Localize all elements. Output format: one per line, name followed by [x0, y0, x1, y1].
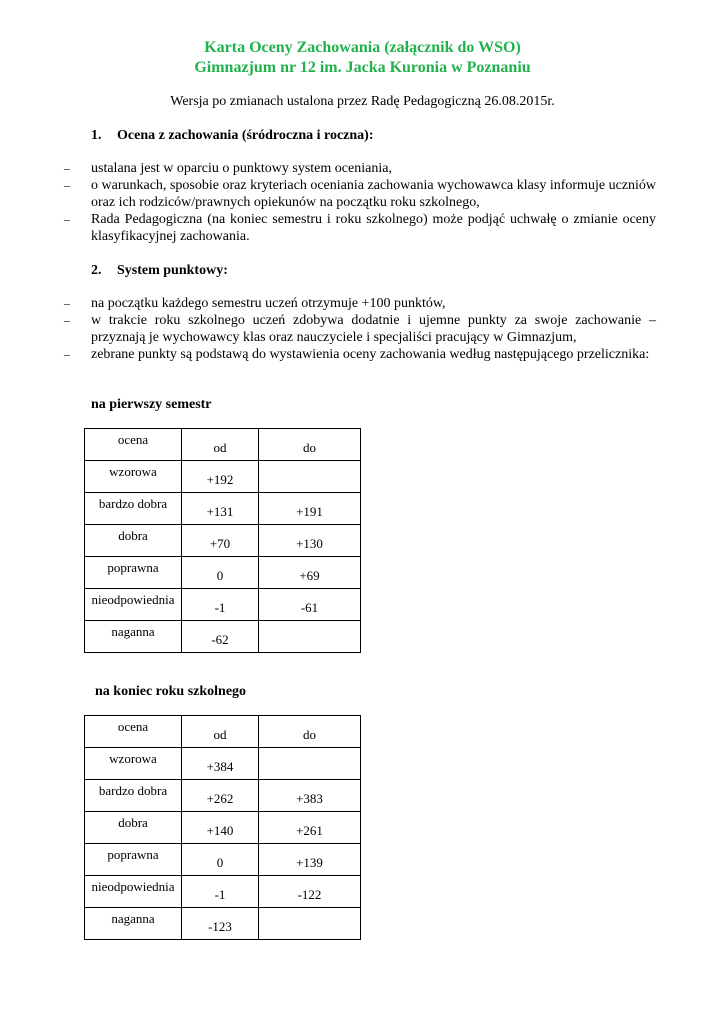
list-item-text: w trakcie roku szkolnego uczeń zdobywa dodatnie i ujemne punkty za swoje zachowanie – przyznają je wychowawcy klas oraz nauczyciele i specjaliści pracujący w Gimnazjum,	[91, 313, 656, 345]
dash-bullet: –	[64, 212, 70, 226]
dash-bullet: –	[64, 178, 70, 192]
table-row	[85, 908, 361, 940]
table-row	[85, 525, 361, 557]
table-row	[85, 780, 361, 812]
list-item	[64, 295, 656, 312]
table-cell: dobra	[85, 525, 182, 557]
table-cell: +191	[259, 493, 361, 525]
grading-table-year-end	[84, 715, 361, 940]
table-cell: dobra	[85, 812, 182, 844]
table-cell: -62	[182, 621, 259, 653]
section2-title: System punktowy:	[117, 263, 228, 278]
table-cell: +192	[182, 461, 259, 493]
table-cell: +262	[182, 780, 259, 812]
table-cell: -61	[259, 589, 361, 621]
dash-bullet: –	[64, 161, 70, 175]
table-cell: nieodpowiednia	[85, 876, 182, 908]
table-row	[85, 493, 361, 525]
section1-number: 1.	[91, 128, 102, 143]
section2-number: 2.	[91, 263, 102, 278]
table-cell: nieodpowiednia	[85, 589, 182, 621]
list-item-text: na początku każdego semestru uczeń otrzymuje +100 punktów,	[91, 296, 446, 311]
list-item-text: o warunkach, sposobie oraz kryteriach oceniania zachowania wychowawca klasy informuje uczniów oraz ich rodziców/prawnych opiekunów na początku roku szkolnego,	[91, 178, 656, 210]
table-cell: -123	[182, 908, 259, 940]
table-cell	[259, 621, 361, 653]
table-cell: +139	[259, 844, 361, 876]
table-cell: poprawna	[85, 557, 182, 589]
table-cell: -122	[259, 876, 361, 908]
dash-bullet: –	[64, 347, 70, 361]
list-item-text: zebrane punkty są podstawą do wystawienia oceny zachowania według następującego przelicznika:	[91, 347, 650, 362]
dash-bullet: –	[64, 313, 70, 327]
version-note: Wersja po zmianach ustalona przez Radę Pedagogiczną 26.08.2015r.	[170, 94, 555, 109]
section1-title: Ocena z zachowania (śródroczna i roczna):	[117, 128, 374, 143]
dash-bullet: –	[64, 296, 70, 310]
table-header-row	[85, 716, 361, 748]
table-cell: +69	[259, 557, 361, 589]
list-item	[64, 160, 656, 177]
table-cell: -1	[182, 589, 259, 621]
table-cell: +70	[182, 525, 259, 557]
table-cell: +140	[182, 812, 259, 844]
table-cell: +384	[182, 748, 259, 780]
document-title-line2: Gimnazjum nr 12 im. Jacka Kuronia w Poznaniu	[194, 59, 531, 76]
table-header-cell: ocena	[85, 716, 182, 748]
table1-caption: na pierwszy semestr	[91, 397, 212, 412]
table-cell: 0	[182, 557, 259, 589]
table-header-cell: ocena	[85, 429, 182, 461]
list-item	[64, 346, 656, 363]
list-item	[64, 211, 656, 245]
list-item-text: ustalana jest w oparciu o punktowy system oceniania,	[91, 161, 392, 176]
table-row	[85, 844, 361, 876]
table-row	[85, 557, 361, 589]
table-cell	[259, 748, 361, 780]
table-cell: -1	[182, 876, 259, 908]
section1-heading	[91, 127, 374, 145]
table-header-row	[85, 429, 361, 461]
table-header-cell: do	[259, 716, 361, 748]
table-cell: 0	[182, 844, 259, 876]
document-title-line1: Karta Oceny Zachowania (załącznik do WSO)	[204, 39, 521, 56]
table-cell: +130	[259, 525, 361, 557]
list-item-text: Rada Pedagogiczna (na koniec semestru i roku szkolnego) może podjąć uchwałę o zmianie oceny klasyfikacyjnej zachowania.	[91, 212, 656, 244]
table-cell: poprawna	[85, 844, 182, 876]
table-header-cell: od	[182, 716, 259, 748]
table-row	[85, 876, 361, 908]
table-cell: +383	[259, 780, 361, 812]
table-row	[85, 812, 361, 844]
section2-heading	[91, 262, 228, 280]
table-cell: naganna	[85, 621, 182, 653]
table-cell: wzorowa	[85, 748, 182, 780]
section1-list	[64, 160, 656, 245]
table-header-cell: od	[182, 429, 259, 461]
table-cell: wzorowa	[85, 461, 182, 493]
table-cell: naganna	[85, 908, 182, 940]
list-item	[64, 312, 656, 346]
table-header-cell: do	[259, 429, 361, 461]
table-row	[85, 589, 361, 621]
grading-table-semester	[84, 428, 361, 653]
table-cell: bardzo dobra	[85, 493, 182, 525]
table-row	[85, 748, 361, 780]
list-item	[64, 177, 656, 211]
table-cell: +131	[182, 493, 259, 525]
table-cell: bardzo dobra	[85, 780, 182, 812]
table-row	[85, 461, 361, 493]
table-row	[85, 621, 361, 653]
section2-list	[64, 295, 656, 363]
table-cell	[259, 461, 361, 493]
table-cell: +261	[259, 812, 361, 844]
table-cell	[259, 908, 361, 940]
table2-caption: na koniec roku szkolnego	[95, 684, 247, 699]
